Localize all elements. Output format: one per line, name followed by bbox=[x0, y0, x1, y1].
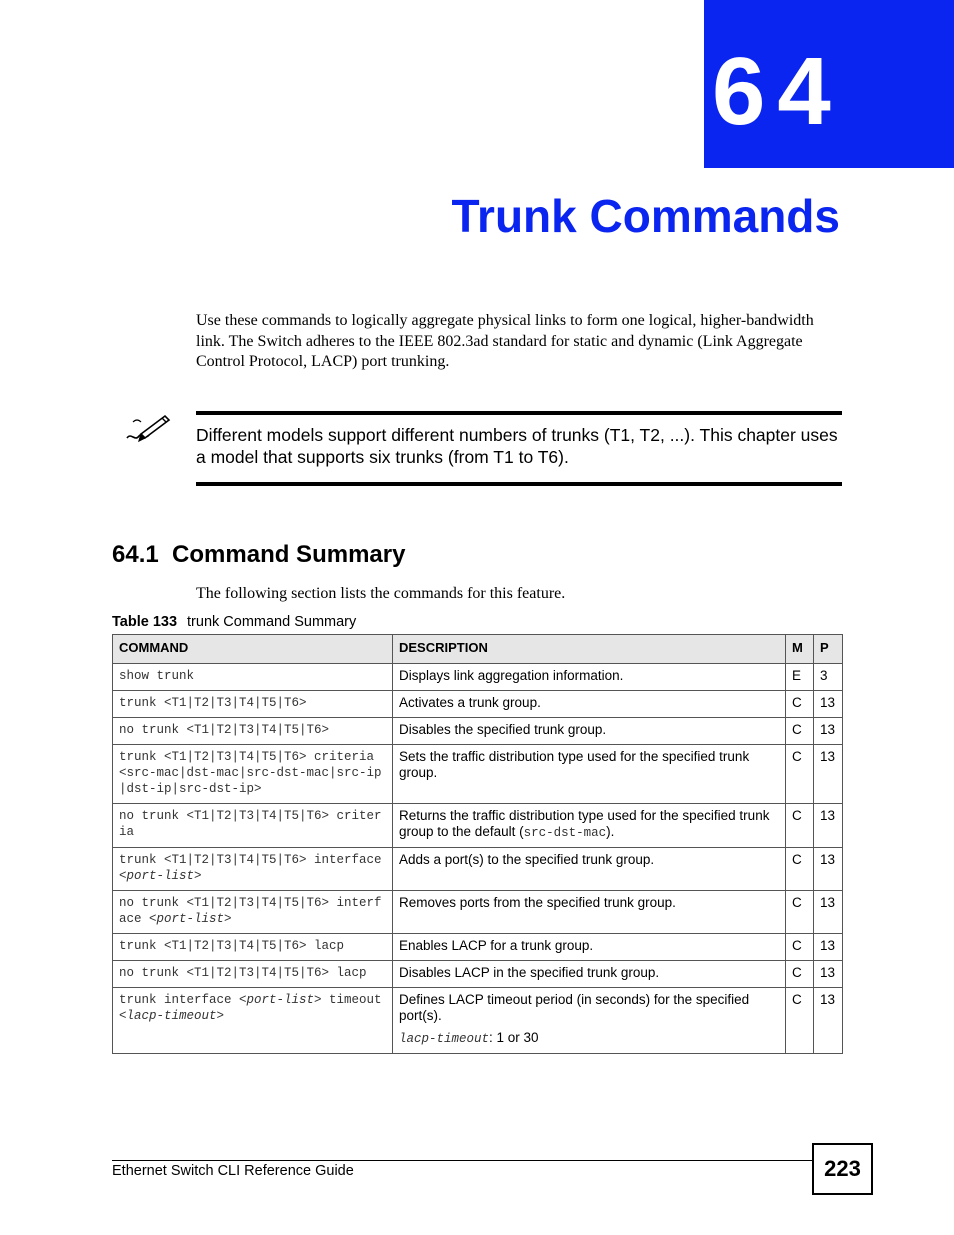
text-segment: Activates a trunk group. bbox=[399, 695, 541, 710]
privilege-cell: 13 bbox=[814, 848, 843, 891]
text-segment: Adds a port(s) to the specified trunk group. bbox=[399, 852, 655, 867]
text-segment: Defines LACP timeout period (in seconds) for the specified port(s). bbox=[399, 992, 750, 1023]
table-body bbox=[113, 664, 843, 1054]
command-cell bbox=[113, 664, 393, 691]
section-lead: The following section lists the commands for this feature. bbox=[196, 585, 566, 602]
pen-note-icon bbox=[125, 412, 171, 444]
page-number: 223 bbox=[812, 1143, 873, 1195]
command-cell bbox=[113, 718, 393, 745]
header-command: COMMAND bbox=[113, 635, 393, 664]
table-row bbox=[113, 718, 843, 745]
table-row bbox=[113, 891, 843, 934]
description-cell bbox=[393, 718, 786, 745]
footer-rule bbox=[112, 1160, 812, 1161]
text-segment: > timeout < bbox=[119, 993, 390, 1023]
note-text: Different models support different numbers of trunks (T1, T2, ...). This chapter uses a model that supports six trunks (from T1 to T6). bbox=[196, 425, 838, 467]
header-description: DESCRIPTION bbox=[393, 635, 786, 664]
mode-cell: C bbox=[786, 691, 814, 718]
table-caption-text: trunk Command Summary bbox=[187, 614, 357, 630]
description-cell bbox=[393, 745, 786, 804]
chapter-number: 64 bbox=[712, 38, 843, 145]
table-label: Table 133 bbox=[112, 614, 178, 630]
text-segment: lacp-timeout bbox=[126, 1009, 217, 1023]
text-segment: Disables the specified trunk group. bbox=[399, 722, 607, 737]
command-cell bbox=[113, 961, 393, 988]
description-cell bbox=[393, 804, 786, 848]
privilege-cell: 13 bbox=[814, 745, 843, 804]
note-rule-top bbox=[196, 411, 842, 415]
text-segment: trunk interface < bbox=[119, 993, 247, 1007]
command-cell bbox=[113, 891, 393, 934]
intro-paragraph: Use these commands to logically aggregate physical links to form one logical, higher-bandwidth link. The Switch adheres to the IEEE 802.3ad standard for static and dynamic (Link Aggregate Control Protocol, LACP) port trunking. bbox=[196, 312, 814, 370]
mode-cell: C bbox=[786, 988, 814, 1054]
description-extra bbox=[399, 1030, 779, 1047]
privilege-cell: 13 bbox=[814, 934, 843, 961]
table-row bbox=[113, 691, 843, 718]
text-segment: Returns the traffic distribution type used for the specified trunk group to the default ( bbox=[399, 808, 770, 839]
table-row bbox=[113, 988, 843, 1054]
mode-cell: C bbox=[786, 718, 814, 745]
mode-cell: C bbox=[786, 745, 814, 804]
text-segment: src-dst-mac bbox=[523, 826, 607, 840]
text-segment: no trunk <T1|T2|T3|T4|T5|T6> interface < bbox=[119, 896, 382, 926]
text-segment: trunk <T1|T2|T3|T4|T5|T6> criteria <src-mac|dst-mac|src-dst-mac|src-ip|dst-ip|src-dst-ip> bbox=[119, 750, 382, 796]
text-segment: ). bbox=[606, 824, 615, 839]
command-cell bbox=[113, 804, 393, 848]
header-p: P bbox=[814, 635, 843, 664]
text-segment: Disables LACP in the specified trunk group. bbox=[399, 965, 660, 980]
table-row bbox=[113, 664, 843, 691]
text-segment: trunk <T1|T2|T3|T4|T5|T6> interface < bbox=[119, 853, 390, 883]
text-segment: no trunk <T1|T2|T3|T4|T5|T6> criteria bbox=[119, 809, 382, 839]
text-segment: port-list bbox=[126, 869, 195, 883]
section-heading: 64.1 Command Summary bbox=[112, 541, 406, 568]
description-cell bbox=[393, 848, 786, 891]
command-cell bbox=[113, 745, 393, 804]
command-cell bbox=[113, 934, 393, 961]
description-cell bbox=[393, 691, 786, 718]
description-cell bbox=[393, 891, 786, 934]
text-segment: trunk <T1|T2|T3|T4|T5|T6> lacp bbox=[119, 939, 345, 953]
text-segment: > bbox=[216, 1009, 225, 1023]
text-segment: Sets the traffic distribution type used for the specified trunk group. bbox=[399, 749, 750, 780]
text-segment: port-list bbox=[156, 912, 225, 926]
privilege-cell: 13 bbox=[814, 691, 843, 718]
text-segment: > bbox=[224, 912, 232, 926]
text-segment: trunk <T1|T2|T3|T4|T5|T6> bbox=[119, 696, 307, 710]
text-segment: Enables LACP for a trunk group. bbox=[399, 938, 594, 953]
command-cell bbox=[113, 988, 393, 1054]
description-cell bbox=[393, 664, 786, 691]
table-row bbox=[113, 745, 843, 804]
mode-cell: C bbox=[786, 804, 814, 848]
command-summary-table bbox=[112, 634, 843, 1054]
table-header-row bbox=[113, 635, 843, 664]
table-row bbox=[113, 804, 843, 848]
privilege-cell: 13 bbox=[814, 961, 843, 988]
description-cell bbox=[393, 988, 786, 1054]
table-row bbox=[113, 848, 843, 891]
text-segment: no trunk <T1|T2|T3|T4|T5|T6> lacp bbox=[119, 966, 367, 980]
text-segment: > bbox=[194, 869, 202, 883]
note-rule-bottom bbox=[196, 482, 842, 486]
text-segment: no trunk <T1|T2|T3|T4|T5|T6> bbox=[119, 723, 330, 737]
privilege-cell: 13 bbox=[814, 718, 843, 745]
text-segment: lacp-timeout bbox=[399, 1032, 490, 1046]
text-segment: : 1 or 30 bbox=[489, 1030, 539, 1045]
mode-cell: C bbox=[786, 961, 814, 988]
table-row bbox=[113, 934, 843, 961]
mode-cell: E bbox=[786, 664, 814, 691]
footer-guide-title: Ethernet Switch CLI Reference Guide bbox=[112, 1163, 354, 1179]
description-cell bbox=[393, 961, 786, 988]
text-segment: show trunk bbox=[119, 669, 195, 683]
mode-cell: C bbox=[786, 891, 814, 934]
command-cell bbox=[113, 848, 393, 891]
text-segment: Removes ports from the specified trunk group. bbox=[399, 895, 676, 910]
privilege-cell: 13 bbox=[814, 988, 843, 1054]
text-segment: port-list bbox=[246, 993, 315, 1007]
description-cell bbox=[393, 934, 786, 961]
privilege-cell: 13 bbox=[814, 804, 843, 848]
privilege-cell: 13 bbox=[814, 891, 843, 934]
chapter-title: Trunk Commands bbox=[451, 190, 840, 242]
text-segment: Displays link aggregation information. bbox=[399, 668, 624, 683]
table-caption bbox=[112, 612, 356, 632]
mode-cell: C bbox=[786, 934, 814, 961]
mode-cell: C bbox=[786, 848, 814, 891]
command-cell bbox=[113, 691, 393, 718]
table-row bbox=[113, 961, 843, 988]
privilege-cell: 3 bbox=[814, 664, 843, 691]
header-m: M bbox=[786, 635, 814, 664]
